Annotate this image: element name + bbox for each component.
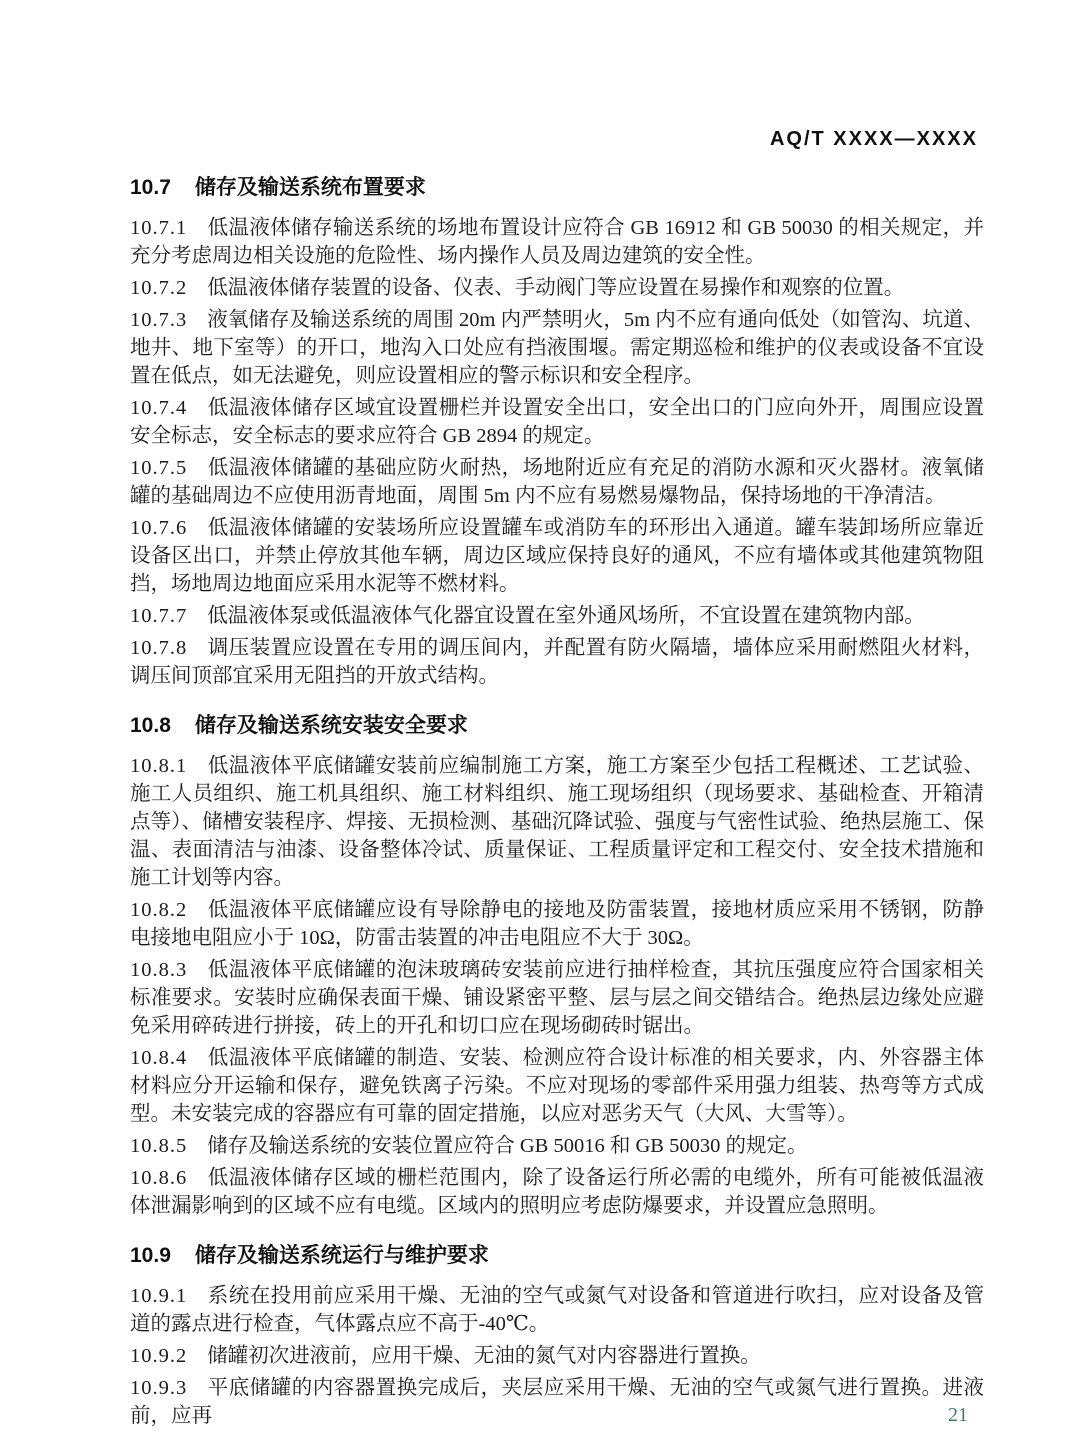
- clause-number: 10.8.6: [130, 1167, 188, 1189]
- clause-number: 10.7.4: [130, 397, 188, 419]
- clause-10-8-6: [130, 1164, 984, 1220]
- clause-number: 10.9.2: [130, 1345, 188, 1367]
- clause-text: 平底储罐的内容器置换完成后，夹层应采用干燥、无油的空气或氮气进行置换。进液前，应再: [130, 1377, 984, 1427]
- clause-text: 系统在投用前应采用干燥、无油的空气或氮气对设备和管道进行吹扫，应对设备及管道的露点进行检查，气体露点应不高于-40℃。: [130, 1285, 984, 1335]
- clause-text: 低温液体储存区域宜设置栅栏并设置安全出口，安全出口的门应向外开，周围应设置安全标志，安全标志的要求应符合 GB 2894 的规定。: [130, 397, 984, 447]
- clause-10-8-1: [130, 752, 984, 892]
- clause-number: 10.8.5: [130, 1135, 188, 1157]
- clause-number: 10.8.2: [130, 899, 188, 921]
- clause-text: 低温液体储罐的基础应防火耐热，场地附近应有充足的消防水源和灭火器材。液氧储罐的基础周边不应使用沥青地面，周围 5m 内不应有易燃易爆物品，保持场地的干净清洁。: [130, 457, 984, 507]
- clause-10-7-2: [130, 274, 984, 302]
- clause-text: 储存及输送系统的安装位置应符合 GB 50016 和 GB 50030 的规定。: [207, 1135, 808, 1157]
- clause-10-7-8: [130, 634, 984, 690]
- clause-text: 低温液体储存输送系统的场地布置设计应符合 GB 16912 和 GB 50030 的相关规定，并充分考虑周边相关设施的危险性、场内操作人员及周边建筑的安全性。: [130, 217, 984, 267]
- clause-10-8-2: [130, 896, 984, 952]
- section-number: 10.9: [130, 1244, 171, 1267]
- clause-text: 液氧储存及输送系统的周围 20m 内严禁明火，5m 内不应有通向低处（如管沟、坑道、地井、地下室等）的开口，地沟入口处应有挡液围堰。需定期巡检和维护的仪表或设备不宜设置在低点，如无法避免，则应设置相应的警示标识和安全程序。: [130, 309, 984, 387]
- clause-text: 储罐初次进液前，应用干燥、无油的氮气对内容器进行置换。: [207, 1345, 761, 1367]
- clause-text: 低温液体泵或低温液体气化器宜设置在室外通风场所，不宜设置在建筑物内部。: [207, 605, 925, 627]
- clause-10-8-5: [130, 1132, 984, 1160]
- clause-10-7-1: [130, 214, 984, 270]
- clause-number: 10.8.1: [130, 755, 188, 777]
- section-title: 储存及输送系统运行与维护要求: [194, 1244, 489, 1267]
- clause-text: 低温液体储存区域的栅栏范围内，除了设备运行所必需的电缆外，所有可能被低温液体泄漏影响到的区域不应有电缆。区域内的照明应考虑防爆要求，并设置应急照明。: [130, 1167, 984, 1217]
- clause-number: 10.8.3: [130, 959, 188, 981]
- clause-10-9-3: [130, 1374, 984, 1430]
- clause-10-7-3: [130, 306, 984, 390]
- clause-text: 低温液体储存装置的设备、仪表、手动阀门等应设置在易操作和观察的位置。: [207, 277, 905, 299]
- section-number: 10.8: [130, 714, 171, 737]
- clause-10-9-1: [130, 1282, 984, 1338]
- clause-text: 低温液体储罐的安装场所应设置罐车或消防车的环形出入通道。罐车装卸场所应靠近设备区出口，并禁止停放其他车辆，周边区域应保持良好的通风，不应有墙体或其他建筑物阻挡，场地周边地面应采用水泥等不燃材料。: [130, 517, 984, 595]
- section-title: 储存及输送系统安装安全要求: [194, 714, 468, 737]
- clause-number: 10.7.5: [130, 457, 188, 479]
- section-heading-10-8: [130, 712, 984, 740]
- clause-10-7-4: [130, 394, 984, 450]
- section-number: 10.7: [130, 176, 171, 199]
- clause-number: 10.7.6: [130, 517, 188, 539]
- clause-10-7-5: [130, 454, 984, 510]
- clause-10-7-6: [130, 514, 984, 598]
- clause-number: 10.7.7: [130, 605, 188, 627]
- clause-text: 调压装置应设置在专用的调压间内，并配置有防火隔墙，墙体应采用耐燃阻火材料，调压间顶部宜采用无阻挡的开放式结构。: [130, 637, 984, 687]
- clause-number: 10.7.1: [130, 217, 188, 239]
- clause-text: 低温液体平底储罐的泡沫玻璃砖安装前应进行抽样检查，其抗压强度应符合国家相关标准要求。安装时应确保表面干燥、铺设紧密平整、层与层之间交错结合。绝热层边缘处应避免采用碎砖进行拼接，砖上的开孔和切口应在现场砌砖时锯出。: [130, 959, 984, 1037]
- clause-number: 10.9.3: [130, 1377, 188, 1399]
- clause-10-8-3: [130, 956, 984, 1040]
- clause-10-7-7: [130, 602, 984, 630]
- clause-number: 10.7.3: [130, 309, 188, 331]
- clause-number: 10.9.1: [130, 1285, 188, 1307]
- clause-number: 10.7.2: [130, 277, 188, 299]
- section-heading-10-7: [130, 174, 984, 202]
- standard-code-header: AQ/T XXXX—XXXX: [769, 128, 978, 150]
- clause-10-9-2: [130, 1342, 984, 1370]
- section-title: 储存及输送系统布置要求: [194, 176, 426, 199]
- clause-text: 低温液体平底储罐的制造、安装、检测应符合设计标准的相关要求，内、外容器主体材料应分开运输和保存，避免铁离子污染。不应对现场的零部件采用强力组装、热弯等方式成型。未安装完成的容器应有可靠的固定措施，以应对恶劣天气（大风、大雪等）。: [130, 1047, 984, 1125]
- clause-text: 低温液体平底储罐安装前应编制施工方案，施工方案至少包括工程概述、工艺试验、施工人员组织、施工机具组织、施工材料组织、施工现场组织（现场要求、基础检查、开箱清点等）、储槽安装程序、焊接、无损检测、基础沉降试验、强度与气密性试验、绝热层施工、保温、表面清洁与油漆、设备整体冷试、质量保证、工程质量评定和工程交付、安全技术措施和施工计划等内容。: [130, 755, 984, 889]
- clause-text: 低温液体平底储罐应设有导除静电的接地及防雷装置，接地材质应采用不锈钢，防静电接地电阻应小于 10Ω，防雷击装置的冲击电阻应不大于 30Ω。: [130, 899, 984, 949]
- clause-10-8-4: [130, 1044, 984, 1128]
- section-heading-10-9: [130, 1242, 984, 1270]
- page-number: 21: [948, 1404, 968, 1426]
- clause-number: 10.8.4: [130, 1047, 188, 1069]
- clause-number: 10.7.8: [130, 637, 188, 659]
